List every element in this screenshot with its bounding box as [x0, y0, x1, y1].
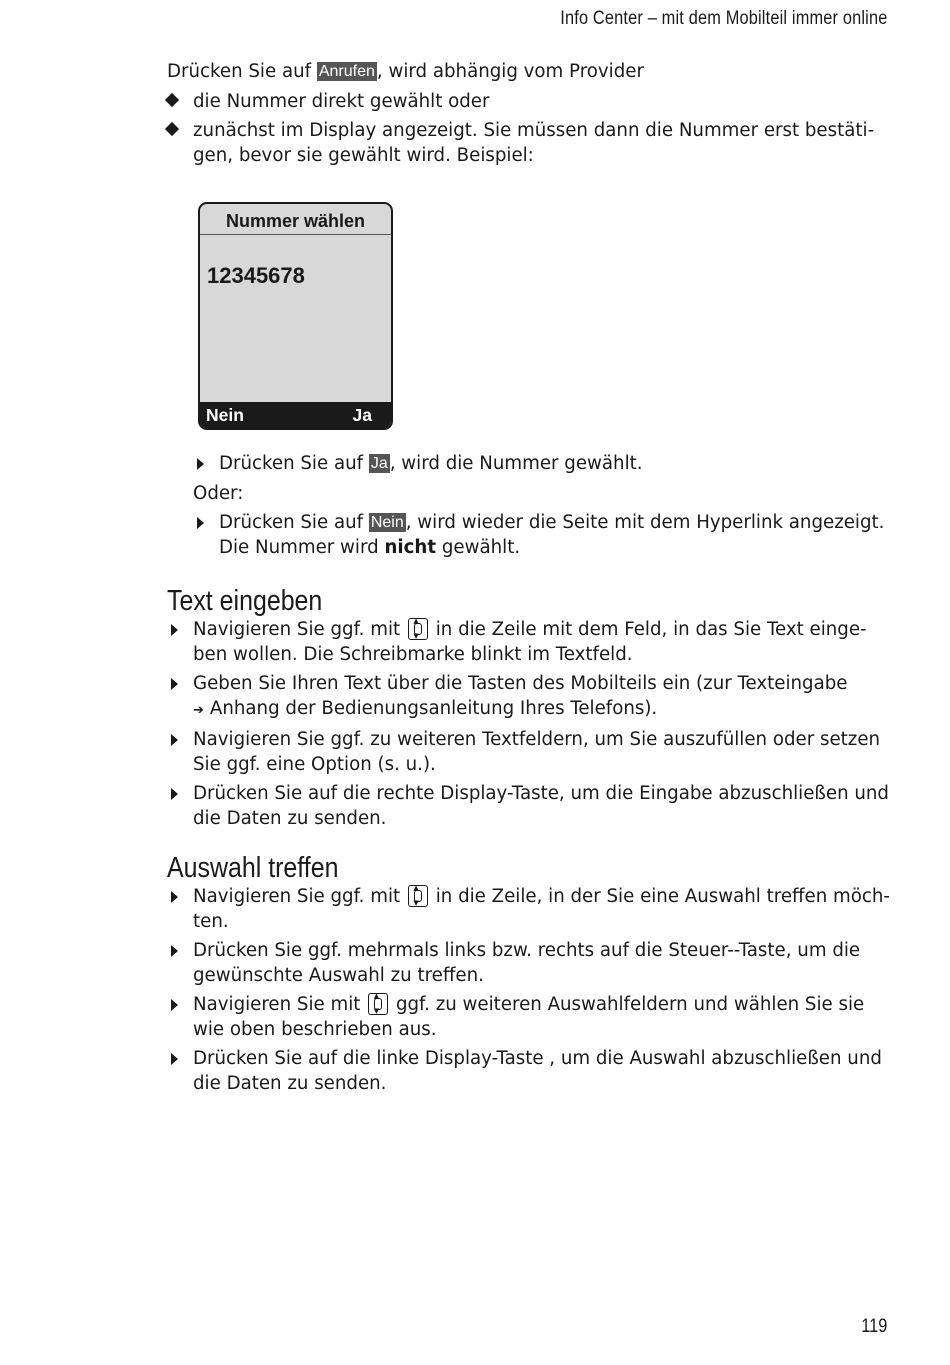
diamond-bullet-icon: [165, 92, 179, 106]
softkey-bar: [200, 402, 391, 428]
intro-line: [167, 60, 892, 85]
reference-arrow-icon: ➔: [193, 702, 204, 718]
display-number: 12345678: [207, 263, 305, 288]
step-item: [167, 782, 892, 831]
nein-key: Nein: [370, 514, 404, 531]
step-text-2: , wird wieder die Seite mit dem Hyperlink angezeigt. Die Nummer wird: [219, 512, 885, 558]
step-text-2: ggf. zu weiteren Auswahlfeldern und wählen Sie sie wie oben beschrieben aus.: [193, 994, 865, 1040]
step-item: [167, 939, 892, 988]
step-text: Drücken Sie auf: [219, 512, 369, 533]
bullet-item: [167, 119, 892, 168]
step-item: [167, 618, 892, 667]
step-arrow-icon: [171, 734, 178, 746]
step-text: Drücken Sie auf die linke Display-Taste , um die Auswahl abzuschließen und die Daten zu senden.: [193, 1048, 882, 1094]
step-arrow-icon: [197, 517, 204, 529]
page-header: Info Center – mit dem Mobilteil immer online: [559, 8, 887, 29]
step-text: Navigieren Sie ggf. mit: [193, 886, 406, 907]
emphasis-text: nicht: [384, 536, 437, 558]
step-item: [167, 728, 892, 777]
step-text: Geben Sie Ihren Text über die Tasten des Mobilteils ein (zur Texteingabe: [193, 673, 848, 694]
anrufen-key: Anrufen: [318, 63, 375, 80]
step-arrow-icon: [171, 678, 178, 690]
step-text-3: gewählt.: [436, 536, 521, 558]
nav-up-down-key-icon: ▼ ▲: [368, 993, 388, 1015]
page-number: 119: [860, 1316, 887, 1337]
step-text-2: , wird die Nummer gewählt.: [389, 453, 643, 474]
text-section-heading: Text eingeben: [167, 585, 323, 617]
step-arrow-icon: [171, 788, 178, 800]
ja-key: Ja: [370, 455, 388, 472]
oder-label: Oder:: [193, 482, 244, 504]
softkey-nein: Nein: [206, 405, 244, 425]
step-text-2: Anhang der Bedienungsanleitung Ihres Telefons).: [209, 697, 658, 719]
step-item: [167, 885, 892, 934]
step-text: Drücken Sie ggf. mehrmals links bzw. rechts auf die Steuer--Taste, um die gewünschte Auswahl zu treffen.: [193, 940, 861, 986]
step-arrow-icon: [197, 458, 204, 470]
bullet-text: zunächst im Display angezeigt. Sie müssen dann die Nummer erst bestäti-gen, bevor sie gewählt wird. Beispiel:: [193, 120, 875, 166]
handset-display: [198, 202, 393, 430]
nav-up-down-key-icon: ▼ ▲: [408, 618, 428, 640]
step-item: [193, 511, 892, 560]
step-text: Drücken Sie auf die rechte Display-Taste, um die Eingabe abzuschließen und die Daten zu senden.: [193, 783, 889, 829]
step-arrow-icon: [171, 624, 178, 636]
step-text: Drücken Sie auf: [219, 453, 369, 474]
confirm-block: [193, 452, 892, 560]
select-section-heading: Auswahl treffen: [167, 852, 339, 884]
page-content: [167, 60, 892, 1101]
nav-up-down-key-icon: ▼ ▲: [408, 885, 428, 907]
softkey-ja: Ja: [352, 405, 372, 425]
step-arrow-icon: [171, 945, 178, 957]
diamond-bullet-icon: [165, 122, 179, 136]
step-text: Navigieren Sie ggf. mit: [193, 619, 406, 640]
bullet-item: [167, 90, 892, 115]
step-text: Navigieren Sie ggf. zu weiteren Textfeldern, um Sie auszufüllen oder setzen Sie ggf. eine Option (s. u.).: [193, 729, 881, 775]
step-arrow-icon: [171, 891, 178, 903]
step-text-2: in die Zeile, in der Sie eine Auswahl treffen möch-ten.: [193, 886, 890, 932]
intro-text-2: , wird abhängig vom Provider: [376, 61, 644, 82]
step-text-2: in die Zeile mit dem Feld, in das Sie Text einge-ben wollen. Die Schreibmarke blinkt im Textfeld.: [193, 619, 867, 665]
step-item: [167, 1047, 892, 1096]
intro-text: Drücken Sie auf: [167, 61, 317, 82]
step-item: [193, 452, 892, 477]
step-item: [167, 672, 892, 723]
bullet-text: die Nummer direkt gewählt oder: [193, 90, 490, 112]
step-item: [167, 993, 892, 1042]
step-text: Navigieren Sie mit: [193, 994, 367, 1015]
step-arrow-icon: [171, 1053, 178, 1065]
step-arrow-icon: [171, 999, 178, 1011]
display-title: Nummer wählen: [200, 204, 391, 235]
